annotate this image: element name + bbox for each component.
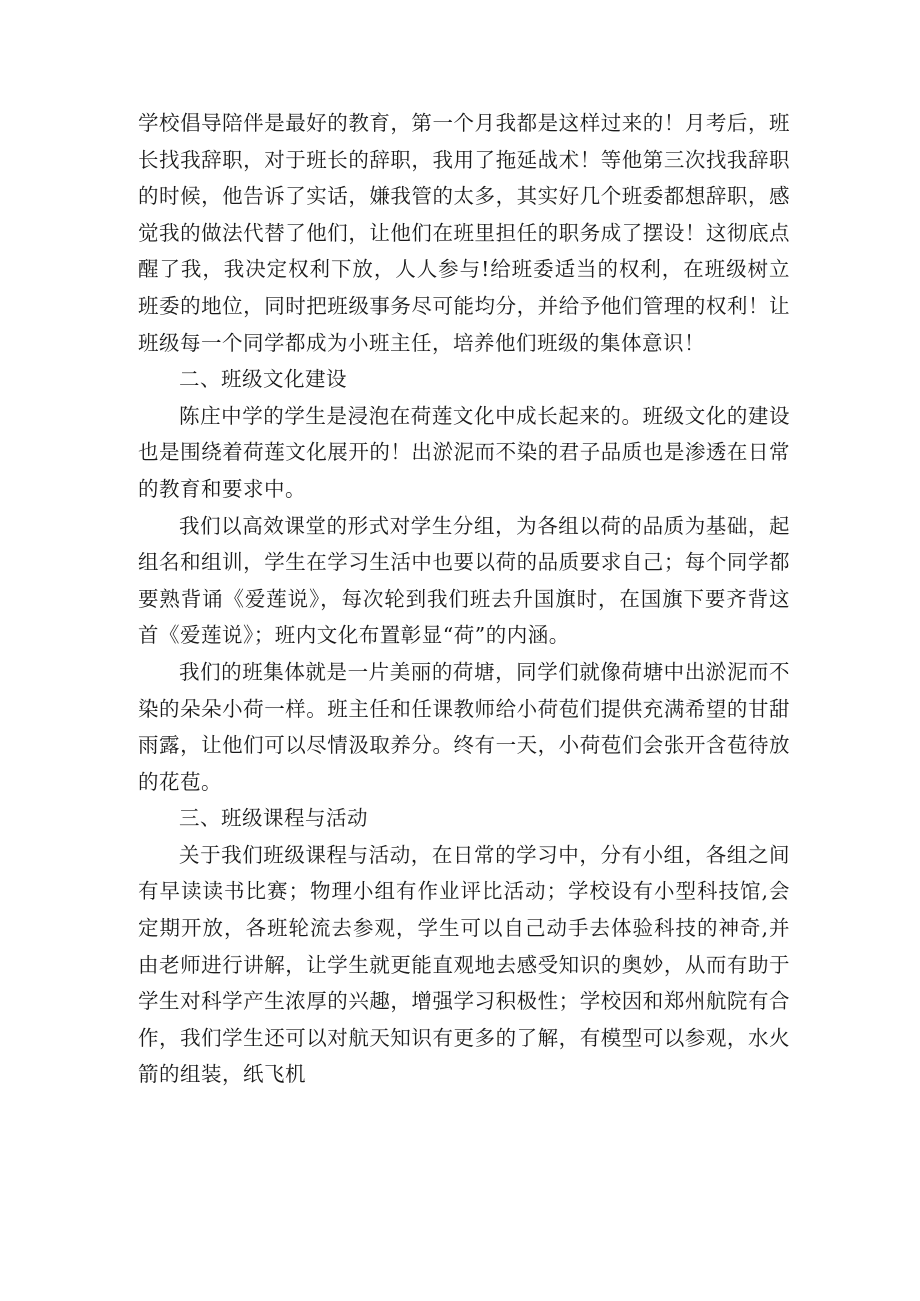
section-heading-class-culture: 二、班级文化建设	[179, 367, 347, 392]
paragraph-lotus-pond: 我们的班集体就是一片美丽的荷塘，同学们就像荷塘中出淤泥而不染的朵朵小荷一样。班主任和任课教师给小荷苞们提供充满希望的甘甜雨露，让他们可以尽情汲取养分。终有一天，小荷苞们会张开含苞待放的花苞。	[138, 659, 790, 794]
paragraph-courses-activities: 关于我们班级课程与活动，在日常的学习中，分有小组，各组之间有早读读书比赛；物理小组有作业评比活动；学校设有小型科技馆,会定期开放，各班轮流去参观，学生可以自己动手去体验科技的神奇,并由老师进行讲解，让学生就更能直观地去感受知识的奥妙，从而有助于学生对科学产生浓厚的兴趣，增强学习积极性；学校因和郑州航院有合作，我们学生还可以对航天知识有更多的了解，有模型可以参观，水火箭的组装，纸飞机	[138, 842, 790, 1087]
section-heading-courses-activities: 三、班级课程与活动	[179, 806, 368, 831]
paragraph-group-names: 我们以高效课堂的形式对学生分组，为各组以荷的品质为基础，起组名和组训，学生在学习生活中也要以荷的品质要求自己；每个同学都要熟背诵《爱莲说》，每次轮到我们班去升国旗时，在国旗下要齐背这首《爱莲说》；班内文化布置彰显“荷”的内涵。	[138, 513, 790, 648]
document-body	[138, 105, 790, 1093]
paragraph-class-committee: 学校倡导陪伴是最好的教育，第一个月我都是这样过来的！月考后，班长找我辞职，对于班长的辞职，我用了拖延战术！等他第三次找我辞职的时候，他告诉了实话，嫌我管的太多，其实好几个班委都想辞职，感觉我的做法代替了他们，让他们在班里担任的职务成了摆设！这彻底点醒了我，我决定权利下放，人人参与!给班委适当的权利，在班级树立班委的地位，同时把班级事务尽可能均分，并给予他们管理的权利！让班级每一个同学都成为小班主任，培养他们班级的集体意识！	[138, 111, 790, 355]
paragraph-lotus-culture: 陈庄中学的学生是浸泡在荷莲文化中成长起来的。班级文化的建设也是围绕着荷莲文化展开的！出淤泥而不染的君子品质也是渗透在日常的教育和要求中。	[138, 403, 790, 501]
